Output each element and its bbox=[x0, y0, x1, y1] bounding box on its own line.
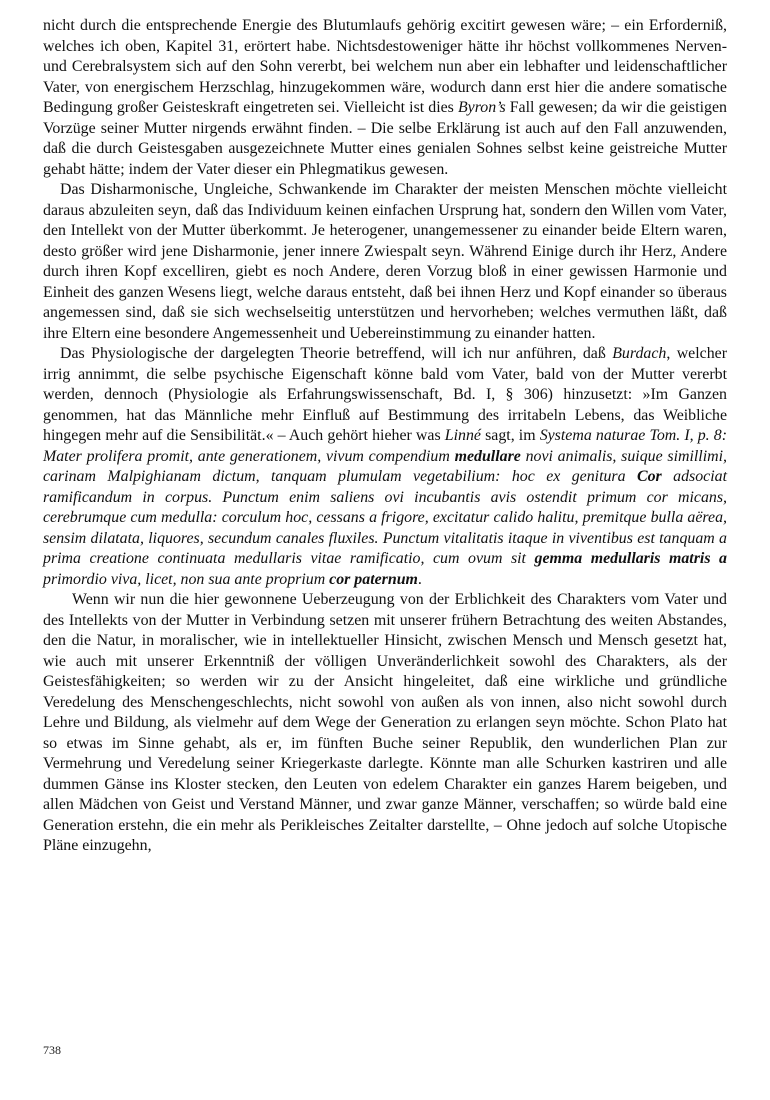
paragraph-4 bbox=[43, 590, 727, 857]
text-run: Fall gewesen; da wir die geistigen Vorzüge seiner Mutter nirgends erwähnt finden. – Die selbe Erklärung ist auch auf den Fall anzuwenden, daß die durch Geistesgaben ausgezeichnete Mutter eines genialen Sohnes selbst keine geistreiche Mutter gehabt hätte; indem der Vater dieser ein Phlegmatikus gewesen. bbox=[43, 99, 727, 178]
text-run: novi animalis, suique simillimi, carinam Malpighianam dictum, tanquam plumulam vegetabilium: hoc ex genitura bbox=[43, 447, 727, 485]
text-run: Burdach bbox=[612, 345, 667, 362]
text-run: nicht durch die entsprechende Energie des Blutumlaufs gehörig excitirt gewesen wäre; – ein Erforderniß, welches ich oben, Kapitel 31, erörtert habe. Nichtsdestoweniger hätte ihr höchst vollkommenes Nerven- und Cerebralsystem sich auf den Sohn vererbt, bei welchem nun aber ein lebhafter und leidenschaftlicher Vater, von energischem Herzschlag, hinzugekommen wäre, wodurch dann erst hier die andere somatische Bedingung großer Geisteskraft eingetreten sei. Vielleicht ist dies bbox=[43, 17, 727, 116]
text-run: Das Disharmonische, Ungleiche, Schwankende im Charakter der meisten Menschen möchte vielleicht daraus abzuleiten seyn, daß das Individuum keinen einfachen Ursprung hat, sondern den Willen vom Vater, den Intellekt von der Mutter überkommt. Je heterogener, unangemessener zu einander beide Eltern waren, desto größer wird jene Disharmonie, jener innere Zwiespalt seyn. Während Einige durch ihr Herz, Andere durch ihren Kopf excelliren, giebt es noch Andere, deren Vorzug bloß in einer gewissen Harmonie und Einheit des ganzen Wesens liegt, welche daraus entsteht, daß bei ihnen Herz und Kopf einander so überaus angemessen sind, daß sie sich wechselseitig unterstützen und hervorheben; welches vermuthen läßt, daß ihre Eltern eine besondere Angemessenheit und Uebereinstimmung zu einander hatten. bbox=[43, 181, 727, 342]
text-run: Byron’s bbox=[457, 99, 506, 116]
text-run: Wenn wir nun die hier gewonnene Ueberzeugung von der Erblichkeit des Charakters vom Vater und des Intellekts von der Mutter in Verbindung setzen mit unserer frühern Betrachtung des weiten Abstandes, den die Natur, in moralischer, wie in intellektueller Hinsicht, zwischen Mensch und Mensch gesetzt hat, wie auch mit unserer Erkenntniß der völligen Unveränderlichkeit sowohl des Charakters, als der Geistesfähigkeiten; so werden wir zu der Ansicht hingeleitet, daß eine wirkliche und gründliche Veredelung des Menschengeschlechts, nicht sowohl von außen als von innen, also nicht sowohl durch Lehre und Bildung, als vielmehr auf dem Wege der Generation zu erlangen seyn möchte. Schon Plato hat so etwas im Sinne gehabt, als er, im fünften Buche seiner Republik, den wunderlichen Plan zur Vermehrung und Veredelung seiner Kriegerkaste darlegte. Könnte man alle Schurken kastriren und alle dummen Gänse ins Kloster stecken, den Leuten von edelem Charakter ein ganzes Harem beigeben, und allen Mädchen von Geist und Verstand Männer, und zwar ganze Männer, verschaffen; so würde bald eine Generation erstehn, die ein mehr als Perikleisches Zeitalter darstellte, – Ohne jedoch auf solche Utopische Pläne einzugehn, bbox=[43, 591, 727, 854]
paragraph-2 bbox=[43, 180, 727, 344]
page-number: 738 bbox=[43, 1043, 61, 1057]
text-run: primordio viva, licet, non sua ante proprium bbox=[43, 570, 330, 588]
text-run: Das Physiologische der dargelegten Theorie betreffend, will ich nur anführen, daß bbox=[60, 345, 613, 362]
page-body bbox=[43, 16, 727, 857]
text-run: Cor bbox=[636, 468, 662, 485]
text-run: medullare bbox=[454, 447, 521, 465]
text-run: gemma medullaris matris a bbox=[534, 550, 727, 567]
text-run: , welcher irrig annimmt, die selbe psychische Eigenschaft könne bald vom Vater, bald von der Mutter vererbt werden, dennoch (Physiologie als Erfahrungswissenschaft, Bd. I, § 306) hinzusetzt: »Im Ganzen genommen, hat das Männliche mehr Einfluß auf Bestimmung des irritabeln Lebens, das Weibliche hingegen mehr auf die Sensibilität.« – Auch gehört hieher was bbox=[43, 345, 727, 444]
text-run: sagt, im bbox=[480, 427, 540, 444]
paragraph-1 bbox=[43, 16, 727, 180]
text-run: adsociat ramificandum in corpus. Punctum enim saliens ovi incubantis avis ostendit primum cor micans, cerebrumque cum medulla: corculum hoc, cessans a frigore, excitatur calido halitu, premitque bulla aërea, sensim dilatata, liquores, secundum canales fluxiles. Punctum vitalitatis itaque in viventibus est tanquam a prima creatione continuata medullaris vitae ramificatio, cum ovum sit bbox=[43, 468, 727, 567]
text-run: Systema naturae Tom. I, p. 8: Mater prolifera promit, ante generationem, vivum compendium bbox=[43, 427, 727, 465]
paragraph-3 bbox=[43, 344, 727, 590]
text-run: cor paternum bbox=[329, 570, 418, 588]
text-run: Linné bbox=[444, 427, 481, 444]
text-run: . bbox=[417, 570, 422, 588]
